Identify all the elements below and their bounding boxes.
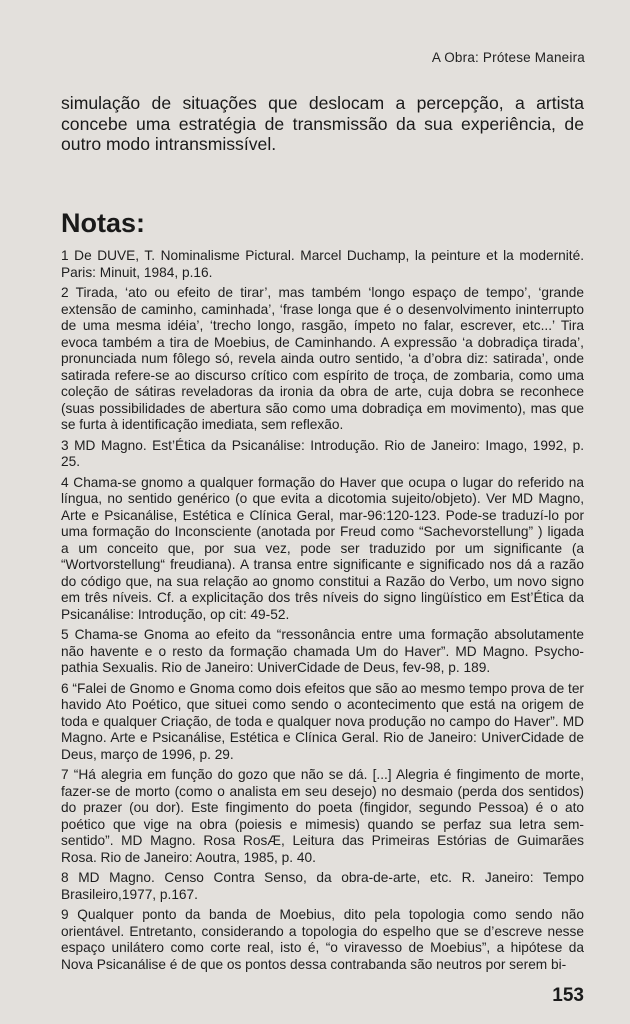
note-1: 1 De DUVE, T. Nominalisme Pictural. Marcel Duchamp, la peinture et la modernité. Paris: Minuit, 1984, p.16. xyxy=(61,248,584,280)
note-2: 2 Tirada, ‘ato ou efeito de tirar’, mas também ‘longo espaço de tempo’, ‘grande extensão de caminho, caminhada’, ‘frase longa que é o desenvolvimento ininterrupto de uma mesma idéia’, ‘trecho longo, rasgão, ímpeto no falar, escrever, etc...’ Tira evoca também a tira de Moebius, de Caminhando. A expressão ‘a dobradiça tirada’, pronunciada num fôlego só, revela ainda outro sentido, ‘a d’obra diz: satirada’, onde satirada refere-se ao discurso crítico com espírito de troça, de zombaria, como uma coleção de sátiras reveladoras da ironia da obra de arte, cuja dobra se reconhece (suas possibilidades de abertura são como uma dobradiça em movimento), mas que se furta à identificação imediata, sem reflexão. xyxy=(61,285,584,432)
note-8: 8 MD Magno. Censo Contra Senso, da obra-de-arte, etc. R. Janeiro: Tempo Brasileiro,1977, p.167. xyxy=(61,870,584,902)
note-4: 4 Chama-se gnomo a qualquer formação do Haver que ocupa o lugar do referido na língua, no sentido genérico (o que evita a dicotomia sujeito/objeto). Ver MD Magno, Arte e Psicanálise, Estética e Clínica Geral, mar-96:120-123. Pode-se traduzí-lo por uma formação do Inconsciente (anotada por Freud como “Sachevorstellung” ) ligada a um conceito que, por sua vez, pode ser traduzido por um significante (a “Wortvorstellung“ freudiana). A transa entre significante e significado nos dá a razão do código que, na sua relação ao gnomo constitui a Razão do Verbo, um novo signo em três níveis. Cf. a explicitação dos três níveis do signo lingüístico em Est’Ética da Psicanálise: Introdução, op cit: 49-52. xyxy=(61,474,584,622)
note-3: 3 MD Magno. Est’Ética da Psicanálise: Introdução. Rio de Janeiro: Imago, 1992, p. 25. xyxy=(61,437,584,469)
notes-list xyxy=(61,248,584,977)
running-header: A Obra: Prótese Maneira xyxy=(431,50,585,65)
note-7: 7 “Há alegria em função do gozo que não se dá. [...] Alegria é fingimento de morte, fazer-se de morto (como o analista em seu desejo) no desmaio (perda dos sentidos) do prazer (ou dor). Este fingimento do poeta (fingidor, segundo Pessoa) é o ato poético que vige na obra (poiesis e mimesis) quando se perfaz sua letra sem-sentido”. MD Magno. Rosa RosÆ, Leitura das Primeiras Estórias de Guimarães Rosa. Rio de Janeiro: Aoutra, 1985, p. 40. xyxy=(61,767,584,865)
note-5: 5 Chama-se Gnoma ao efeito da “ressonância entre uma formação absolutamente não havente e o resto da formação chamada Um do Haver”. MD Magno. Psycho-pathia Sexualis. Rio de Janeiro: UniverCidade de Deus, fev-98, p. 189. xyxy=(61,627,584,675)
body-paragraph: simulação de situações que deslocam a percepção, a artista concebe uma estratégia de transmissão da sua experiência, de outro modo intransmissível. xyxy=(61,93,584,154)
note-9: 9 Qualquer ponto da banda de Moebius, dito pela topologia como sendo não orientável. Entretanto, considerando a topologia do espelho que se d’escreve nesse espaço unilátero como corte real, isto é, “o viravesso de Moebius”, a hipótese da Nova Psicanálise é de que os pontos dessa contrabanda são neutros por serem bi- xyxy=(61,907,584,972)
notes-heading: Notas: xyxy=(61,208,146,238)
page-number: 153 xyxy=(552,985,584,1006)
note-6: 6 “Falei de Gnomo e Gnoma como dois efeitos que são ao mesmo tempo prova de ter havido Ato Poético, que situei como sendo o acontecimento que está na origem de toda e qualquer Criação, de toda e qualquer nova produção no campo do Haver”. MD Magno. Arte e Psicanálise, Estética e Clínica Geral. Rio de Janeiro: UniverCidade de Deus, março de 1996, p. 29. xyxy=(61,680,584,762)
